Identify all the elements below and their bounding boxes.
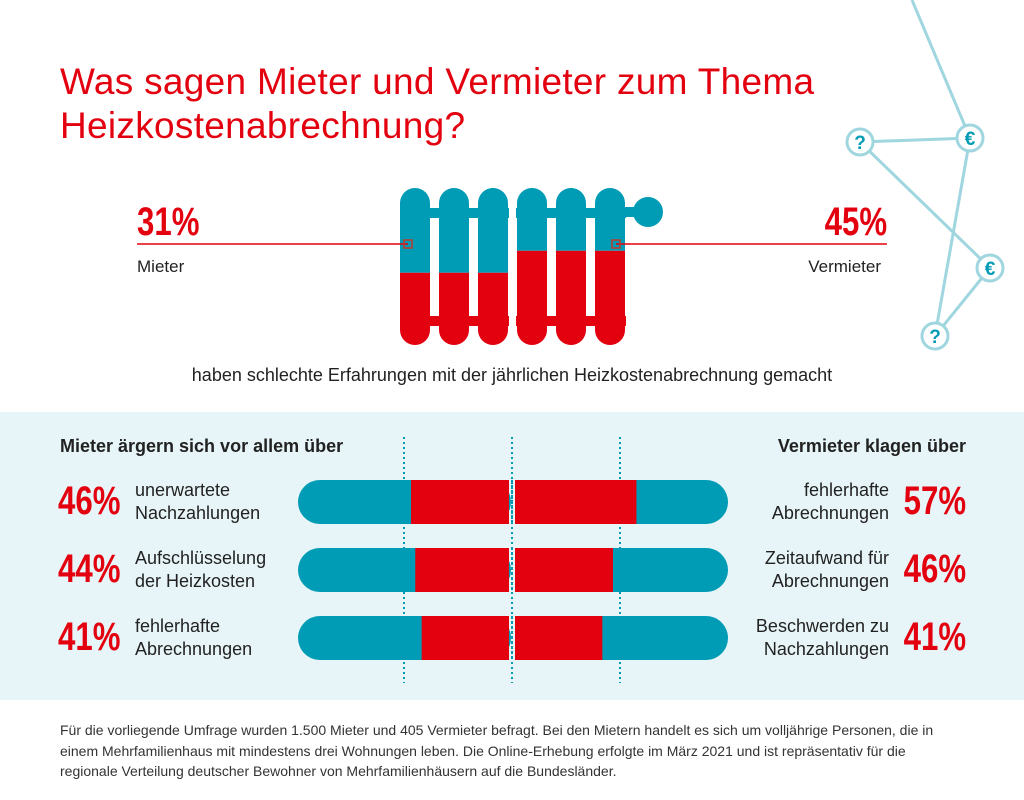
footnote: Für die vorliegende Umfrage wurden 1.500 Mieter und 405 Vermieter befragt. Bei den Mietern handelt es sich um volljährige Personen, die in einem Mehrfamilienhaus mit mindestens drei Wohnungen leben. Die Online-Erhebung erfolgte im März 2021 und ist repräsentativ für die regionale Verteilung deutscher Bewohner von Mehrfamilienhäusern auf die Bundesländer. bbox=[60, 722, 934, 779]
network-line bbox=[912, 0, 970, 138]
column-teal bbox=[517, 188, 547, 251]
node-glyph: ? bbox=[929, 327, 941, 348]
mieter-label: Mieter bbox=[137, 257, 185, 276]
radiator-caption: haben schlechte Erfahrungen mit der jährlichen Heizkostenabrechnung gemacht bbox=[191, 365, 833, 385]
mieter-row-percent: 41% bbox=[58, 615, 121, 659]
valve-knob bbox=[633, 197, 663, 227]
mieter-bar-value bbox=[422, 616, 509, 660]
euro-icon bbox=[977, 255, 1003, 281]
vermieter-percent: 45% bbox=[824, 200, 887, 244]
column-red bbox=[439, 273, 469, 345]
column-red bbox=[517, 251, 547, 345]
vermieter-heading: Vermieter klagen über bbox=[777, 436, 966, 456]
vermieter-row-percent: 46% bbox=[903, 547, 966, 591]
node-glyph: € bbox=[964, 129, 976, 150]
mieter-row-percent: 46% bbox=[58, 479, 121, 523]
column-teal bbox=[439, 188, 469, 273]
radiator-top-pipe bbox=[516, 208, 626, 218]
column-red bbox=[595, 251, 625, 345]
euro-icon bbox=[957, 125, 983, 151]
column-red bbox=[556, 251, 586, 345]
column-teal bbox=[478, 188, 508, 273]
mieter-bar-value bbox=[411, 480, 509, 524]
title-line-2: Heizkostenabrechnung? bbox=[60, 105, 466, 146]
vermieter-row-label: Beschwerden zu Nachzahlungen bbox=[755, 616, 889, 659]
bar-row bbox=[298, 548, 728, 592]
node-glyph: € bbox=[984, 259, 996, 280]
radiator-bottom-pipe bbox=[400, 316, 509, 326]
column-red bbox=[400, 273, 430, 345]
vermieter-row-label: fehlerhafte Abrechnungen bbox=[771, 480, 889, 523]
vermieter-bar-value bbox=[515, 480, 636, 524]
mieter-heading: Mieter ärgern sich vor allem über bbox=[60, 436, 344, 456]
vermieter-row-label: Zeitaufwand für Abrechnungen bbox=[764, 548, 889, 591]
node-glyph: ? bbox=[854, 133, 866, 154]
title-line-1: Was sagen Mieter und Vermieter zum Thema bbox=[60, 61, 815, 102]
network-line bbox=[860, 138, 970, 142]
page-title bbox=[60, 60, 814, 148]
mieter-bar-value bbox=[415, 548, 509, 592]
mieter-row-label: Aufschlüsselung der Heizkosten bbox=[135, 548, 267, 591]
mieter-percent: 31% bbox=[137, 200, 200, 244]
column-teal bbox=[556, 188, 586, 251]
mieter-row-label: unerwartete Nachzahlungen bbox=[135, 480, 261, 523]
question-icon bbox=[847, 129, 873, 155]
column-teal bbox=[400, 188, 430, 273]
vermieter-bar-value bbox=[515, 548, 613, 592]
radiator-bottom-pipe bbox=[516, 316, 626, 326]
vermieter-row-percent: 57% bbox=[903, 479, 966, 523]
network-line bbox=[935, 138, 970, 336]
mieter-row-label: fehlerhafte Abrechnungen bbox=[135, 616, 253, 659]
mieter-row-percent: 44% bbox=[58, 547, 121, 591]
vermieter-row-percent: 41% bbox=[903, 615, 966, 659]
vermieter-label: Vermieter bbox=[808, 257, 881, 276]
vermieter-bar-value bbox=[515, 616, 602, 660]
radiator-top-pipe bbox=[400, 208, 509, 218]
column-red bbox=[478, 273, 508, 345]
question-icon bbox=[922, 323, 948, 349]
